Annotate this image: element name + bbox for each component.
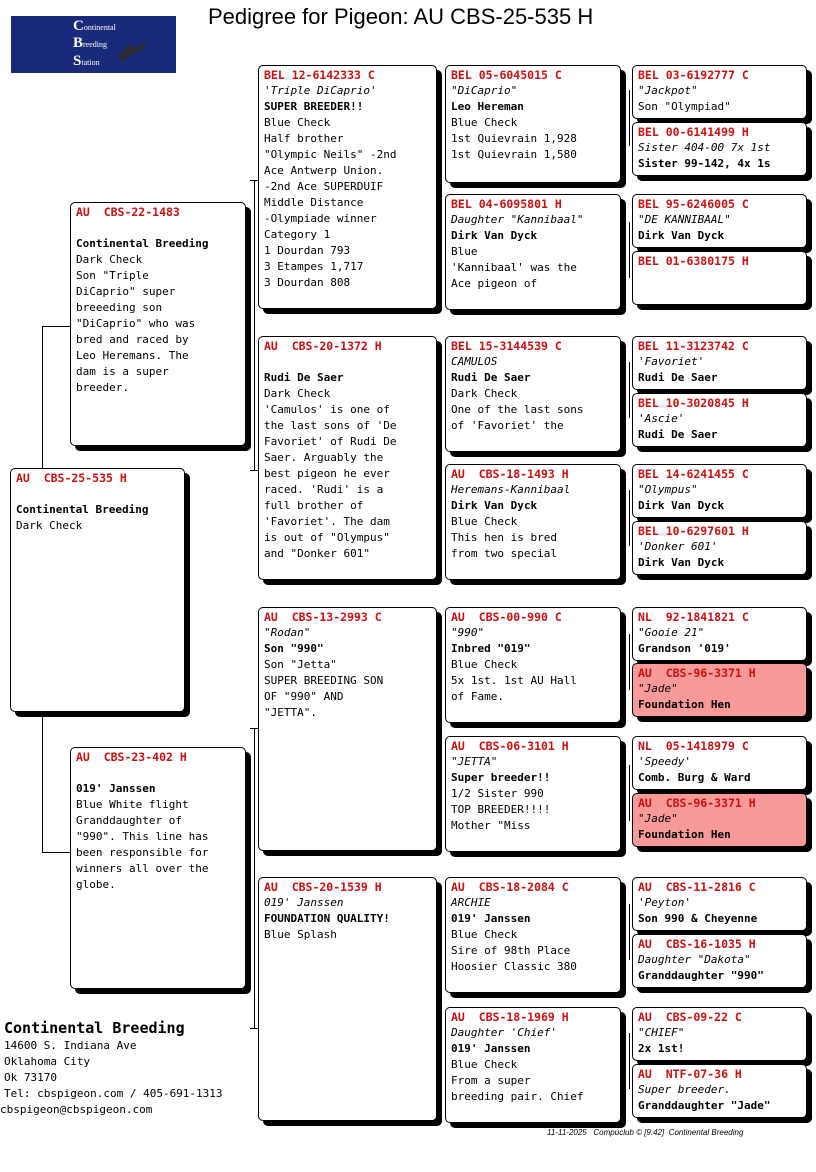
pigeon-info-line: Son "Triple [76,269,149,282]
pigeon-info-line: Blue Check [451,116,518,129]
pigeon-info-line: winners all over the [76,862,209,875]
pigeon-info-line: globe. [76,878,116,891]
ring-number: BEL 00-6141499 H [638,125,749,139]
connector [629,1033,630,1089]
email-line: cbspigeon@cbspigeon.com [0,1103,153,1116]
pigeon-info-line: SUPER BREEDER!! [264,100,364,113]
pigeon-info-line: Daughter 'Chief' [451,1026,557,1039]
pigeon-info-line: Mother "Miss [451,819,531,832]
connector [629,222,630,278]
pigeon-info-line: Dirk Van Dyck [451,229,538,242]
ring-number: AU CBS-22-1483 [76,205,180,219]
pigeon-info-line: 'Favoriet'. The dam [264,515,390,528]
pigeon-info-line: "JETTA" [451,755,498,768]
pigeon-info-line: Granddaughter of [76,814,182,827]
pigeon-info-line: best pigeon he ever [264,467,390,480]
pigeon-info-line: Dirk Van Dyck [638,499,725,512]
pigeon-info-line: Half brother [264,132,344,145]
pigeon-info-line: "990". This line has [76,830,209,843]
pigeon-info-line: "JETTA". [264,706,317,719]
pigeon-info-line: Blue White flight [76,798,189,811]
pigeon-info-line: raced. 'Rudi' is a [264,483,384,496]
great-grandparent-card[interactable] [445,464,621,580]
connector [629,362,630,418]
pigeon-info-line: Son "Jetta" [264,658,337,671]
city-line: Oklahoma City [4,1055,91,1068]
pigeon-info-line: Dirk Van Dyck [451,499,538,512]
great-grandparent-card[interactable] [445,1007,621,1123]
connector [250,1028,258,1029]
pigeon-info-line: 2x 1st! [638,1042,685,1055]
ring-number: BEL 12-6142333 C [264,68,375,82]
pigeon-info-line: breeeding son [76,301,163,314]
pigeon-info-line: Category 1 [264,228,331,241]
pigeon-info-line: Blue [451,245,478,258]
pigeon-info-line: 019' Janssen [76,782,156,795]
pigeon-info-line: Blue Check [451,1058,518,1071]
pigeon-info-line: Dark Check [451,387,518,400]
ring-number: AU CBS-25-535 H [16,471,127,485]
pigeon-info-line: "DE KANNIBAAL" [638,213,731,226]
pigeon-info-line: Dark Check [16,519,83,532]
pigeon-info-line: SUPER BREEDING SON [264,674,384,687]
pigeon-info-line: Rudi De Saer [451,371,531,384]
g3-ancestor-card-highlighted[interactable] [632,663,807,717]
pigeon-info-line: bred and raced by [76,333,189,346]
g3-ancestor-card[interactable] [632,65,807,119]
connector [629,904,630,960]
contact-block [0,1018,223,1118]
ring-number: BEL 03-6192777 C [638,68,749,82]
pigeon-info-line: Son "Olympiad" [638,100,731,113]
pigeon-info-line: Daughter "Dakota" [638,953,751,966]
pigeon-info-line: Blue Check [451,658,518,671]
pigeon-info-line: "CHIEF" [638,1026,685,1039]
pigeon-info-line: -Olympiade winner [264,212,377,225]
g3-ancestor-card[interactable] [632,393,807,447]
pigeon-info-line: Heremans-Kannibaal [451,483,571,496]
pigeon-info-line: DiCaprio" super [76,285,176,298]
pigeon-info-line: Dirk Van Dyck [638,229,725,242]
connector [629,90,630,146]
pigeon-info-line: This hen is bred [451,531,557,544]
pigeon-info-line: 1 Dourdan 793 [264,244,351,257]
sire-sire-card[interactable] [258,65,437,309]
pigeon-info-line: Middle Distance [264,196,364,209]
connector [441,935,442,1055]
pigeon-info-line: ARCHIE [451,896,491,909]
pigeon-info-line: 1st Quievrain 1,580 [451,148,577,161]
pigeon-logo-icon [115,38,149,64]
pigeon-info-line: Saer. Arguably the [264,451,384,464]
pigeon-info-line: full brother of [264,499,364,512]
ring-number: AU CBS-20-1372 H [264,339,382,353]
great-grandparent-card[interactable] [445,194,621,310]
ring-number: AU CBS-13-2993 C [264,610,382,624]
pigeon-info-line: Blue Check [451,515,518,528]
ring-number: AU CBS-00-990 C [451,610,562,624]
pigeon-info-line: Hoosier Classic 380 [451,960,577,973]
ring-number: AU CBS-18-2084 C [451,880,569,894]
pigeon-info-line: Daughter "Kannibaal" [451,213,584,226]
pigeon-info-line: -2nd Ace SUPERDUIF [264,180,384,193]
connector [250,180,258,181]
pigeon-info-line: and "Donker 601" [264,547,370,560]
pigeon-info-line: 3 Etampes 1,717 [264,260,364,273]
pigeon-info-line: Super breeder. [638,1083,731,1096]
g3-ancestor-card[interactable] [632,1064,807,1118]
pigeon-info-line: "990" [451,626,485,639]
pigeon-info-line: CAMULOS [451,355,498,368]
dam-sire-card[interactable] [258,607,437,851]
ring-number: BEL 95-6246005 C [638,197,749,211]
ring-number: AU CBS-09-22 C [638,1010,742,1024]
pigeon-info-line: Dirk Van Dyck [638,556,725,569]
g3-ancestor-card[interactable] [632,336,807,390]
pigeon-info-line: 'Donker 601' [638,540,718,553]
pigeon-info-line: Blue Check [264,116,331,129]
ring-number: AU CBS-23-402 H [76,750,187,764]
pigeon-info-line: 'Favoriet' [638,355,705,368]
great-grandparent-card[interactable] [445,336,621,452]
pigeon-info-line: 'Ascie' [638,412,685,425]
pigeon-info-line: Leo Heremans. The [76,349,189,362]
pigeon-info-line: Sister 404-00 7x 1st [638,141,771,154]
pigeon-info-line: Super breeder!! [451,771,551,784]
pigeon-info-line: Leo Hereman [451,100,524,113]
pigeon-info-line: 5x 1st. 1st AU Hall [451,674,577,687]
ring-number: BEL 14-6241455 C [638,467,749,481]
address-line: 14600 S. Indiana Ave [4,1039,137,1052]
pigeon-info-line: Blue Check [451,928,518,941]
pigeon-info-line: of 'Favoriet' the [451,419,564,432]
pigeon-info-line [16,486,179,502]
pigeon-info-line: Favoriet' of Rudi De [264,435,397,448]
pigeon-info-line: Blue Splash [264,928,337,941]
pigeon-info-line: Dark Check [76,253,143,266]
connector [441,118,442,238]
pigeon-info-line: "Olympus" [638,483,698,496]
connector [42,852,70,853]
pigeon-info-line: 019' Janssen [451,912,531,925]
sire-dam-card[interactable] [258,336,437,580]
connector [42,326,43,468]
great-grandparent-card[interactable] [445,65,621,183]
connector [629,765,630,821]
ring-number: BEL 11-3123742 C [638,339,749,353]
dam-card[interactable] [70,747,246,989]
pigeon-info-line [76,220,240,236]
pigeon-info-line: breeder. [76,381,129,394]
g3-ancestor-card[interactable] [632,607,807,661]
ring-number: AU CBS-20-1539 H [264,880,382,894]
subject-pigeon-card[interactable] [10,468,185,712]
ring-number: AU CBS-16-1035 H [638,937,756,951]
pigeon-info-line: Ace Antwerp Union. [264,164,384,177]
pigeon-info-line: from two special [451,547,557,560]
dam-dam-card[interactable] [258,877,437,1121]
g3-ancestor-card[interactable] [632,251,807,305]
ring-number: BEL 15-3144539 C [451,339,562,353]
g3-ancestor-card[interactable] [632,194,807,248]
pigeon-info-line: 1/2 Sister 990 [451,787,544,800]
connector [42,712,43,852]
pigeon-info-line: "Jackpot" [638,84,698,97]
g3-ancestor-card[interactable] [632,122,807,176]
pigeon-info-line: Grandson '019' [638,642,731,655]
ring-number: AU CBS-11-2816 C [638,880,756,894]
pigeon-info-line: 019' Janssen [264,896,344,909]
pigeon-info-line: 3 Dourdan 808 [264,276,351,289]
ring-number: AU NTF-07-36 H [638,1067,742,1081]
pigeon-info-line: Foundation Hen [638,828,731,841]
pigeon-info-line: "DiCaprio" who was [76,317,196,330]
connector [254,180,255,470]
ring-number: NL 92-1841821 C [638,610,749,624]
pigeon-info-line [264,354,431,370]
ring-number: BEL 04-6095801 H [451,197,562,211]
telephone-line: Tel: cbspigeon.com / 405-691-1313 [4,1087,223,1100]
ring-number: AU CBS-96-3371 H [638,666,756,680]
pigeon-info-line: Granddaughter "Jade" [638,1099,771,1112]
connector [629,634,630,690]
pigeon-info-line: Ace pigeon of [451,277,538,290]
ring-number: BEL 05-6045015 C [451,68,562,82]
pigeon-info-line: 1st Quievrain 1,928 [451,132,577,145]
pigeon-info-line: "Jade" [638,682,678,695]
pigeon-info-line: breeding pair. Chief [451,1090,584,1103]
ring-number: AU CBS-18-1493 H [451,467,569,481]
pigeon-info-line: OF "990" AND [264,690,344,703]
sire-card[interactable] [70,202,246,446]
pigeon-info-line: Sister 99-142, 4x 1s [638,157,771,170]
connector [250,470,258,471]
pigeon-info-line: Inbred "019" [451,642,531,655]
pigeon-info-line: 'Peyton' [638,896,691,909]
pigeon-info-line: "Gooie 21" [638,626,705,639]
g3-ancestor-card[interactable] [632,877,807,931]
pigeon-info-line: Granddaughter "990" [638,969,764,982]
ring-number: BEL 10-3020845 H [638,396,749,410]
great-grandparent-card[interactable] [445,607,621,723]
page-title: Pedigree for Pigeon: AU CBS-25-535 H [208,4,594,29]
pigeon-info-line: One of the last sons [451,403,584,416]
ring-number: BEL 10-6297601 H [638,524,749,538]
pigeon-info-line: Son "990" [264,642,324,655]
pigeon-info-line: "Rodan" [264,626,311,639]
pigeon-info-line: 019' Janssen [451,1042,531,1055]
great-grandparent-card[interactable] [445,877,621,993]
pigeon-info-line: 'Triple DiCaprio' [264,84,377,97]
ring-number: BEL 01-6380175 H [638,254,749,268]
connector [250,728,258,729]
pigeon-info-line: dam is a super [76,365,169,378]
connector [254,728,255,1028]
pigeon-info-line: FOUNDATION QUALITY! [264,912,390,925]
pigeon-info-line: Continental Breeding [16,503,149,516]
pigeon-info-line: is out of "Olympus" [264,531,390,544]
g3-ancestor-card[interactable] [632,934,807,988]
pigeon-info-line: Rudi De Saer [638,428,718,441]
pigeon-info-line: the last sons of 'De [264,419,397,432]
connector [441,390,442,510]
connector [441,665,442,785]
connector [629,490,630,546]
state-zip-line: Ok 73170 [4,1071,57,1084]
pigeon-info-line: 'Kannibaal' was the [451,261,577,274]
pigeon-info-line: 'Camulos' is one of [264,403,390,416]
pigeon-info-line: From a super [451,1074,531,1087]
g3-ancestor-card[interactable] [632,464,807,518]
pigeon-info-line: Continental Breeding [76,237,209,250]
pigeon-info-line: Comb. Burg & Ward [638,771,751,784]
pigeon-info-line: "Jade" [638,812,678,825]
ring-number: AU CBS-96-3371 H [638,796,756,810]
pigeon-info-line: 'Speedy' [638,755,691,768]
footer-note: 11-11-2025 Compuclub © [9.42] Continental Breeding [547,1128,744,1137]
pigeon-info-line [76,765,240,781]
pigeon-info-line: Dark Check [264,387,331,400]
pigeon-info-line: "DiCaprio" [451,84,518,97]
pigeon-info-line: Foundation Hen [638,698,731,711]
connector [42,326,70,327]
pigeon-info-line: of Fame. [451,690,504,703]
pigeon-info-line: Rudi De Saer [638,371,718,384]
breeder-name: Continental Breeding [4,1019,185,1037]
pigeon-info-line: Son 990 & Cheyenne [638,912,758,925]
ring-number: AU CBS-18-1969 H [451,1010,569,1024]
pigeon-info-line: "Olympic Neils" -2nd [264,148,397,161]
logo: Continental Breeding Station [11,16,176,73]
pigeon-info-line: Sire of 98th Place [451,944,571,957]
g3-ancestor-card[interactable] [632,1007,807,1061]
great-grandparent-card[interactable] [445,736,621,852]
g3-ancestor-card[interactable] [632,736,807,790]
ring-number: AU CBS-06-3101 H [451,739,569,753]
pigeon-info-line: been responsible for [76,846,209,859]
pigeon-info-line: TOP BREEDER!!!! [451,803,551,816]
ring-number: NL 05-1418979 C [638,739,749,753]
g3-ancestor-card-highlighted[interactable] [632,793,807,847]
pigeon-info-line: Rudi De Saer [264,371,344,384]
g3-ancestor-card[interactable] [632,521,807,575]
